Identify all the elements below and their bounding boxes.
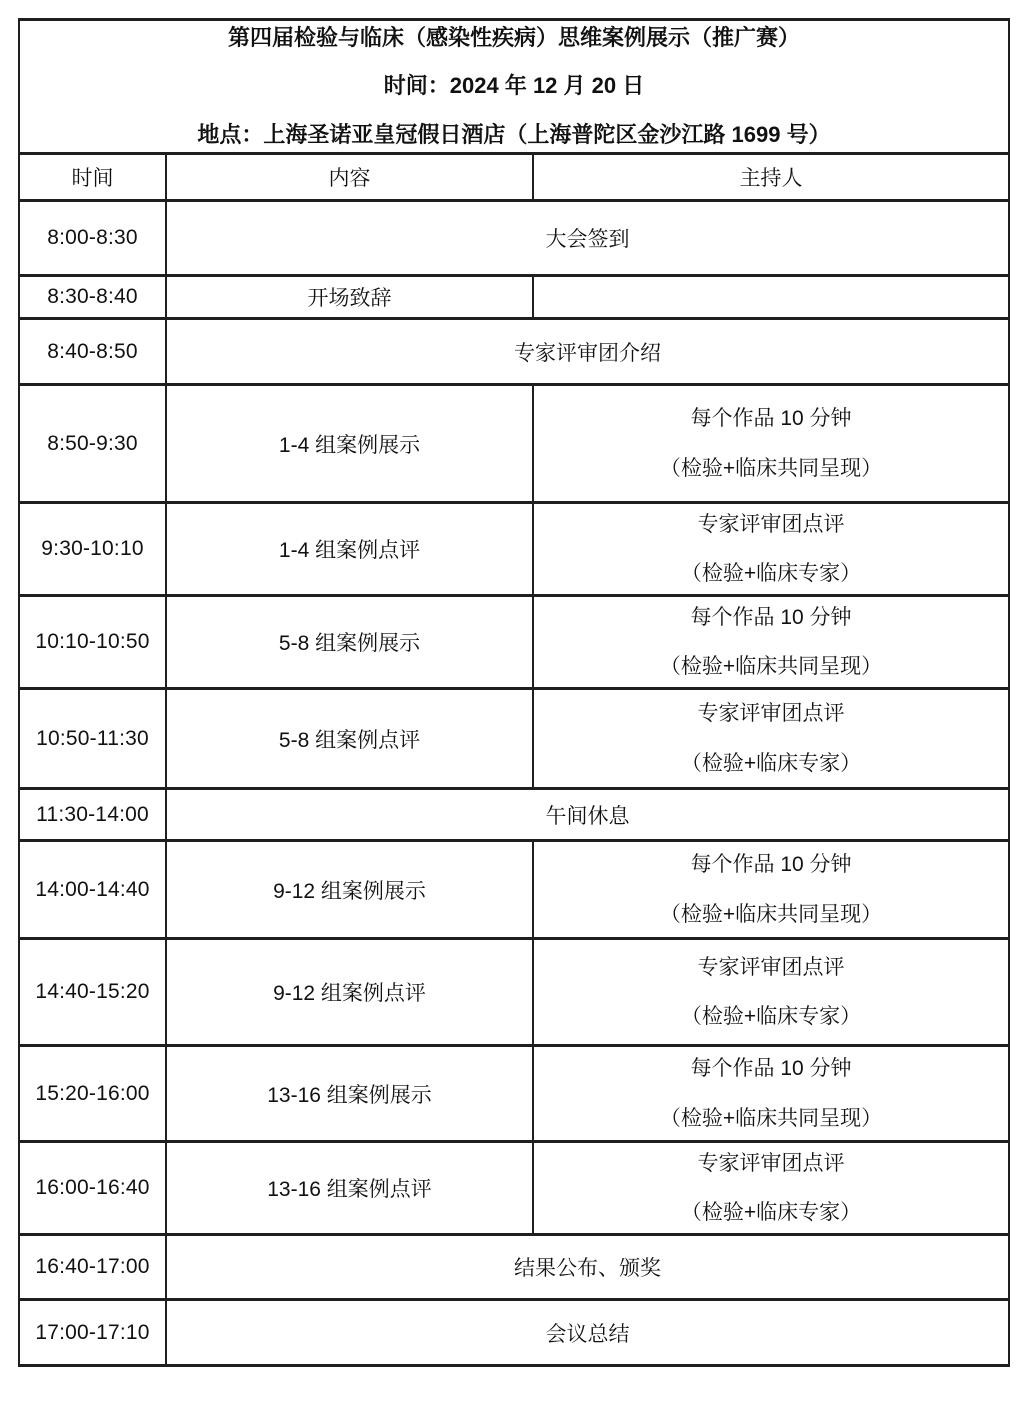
table-row <box>19 319 1009 385</box>
time-cell: 10:50-11:30 <box>19 689 166 789</box>
time-cell: 10:10-10:50 <box>19 596 166 689</box>
merged-cell: 结果公布、颁奖 <box>166 1235 1009 1300</box>
host-line-2: （检验+临床专家） <box>680 751 862 775</box>
time-cell: 8:30-8:40 <box>19 276 166 319</box>
host-line-2: （检验+临床专家） <box>680 562 862 585</box>
event-date: 时间：2024 年 12 月 20 日 <box>383 73 645 99</box>
col-header-host: 主持人 <box>533 154 1009 201</box>
merged-cell: 会议总结 <box>166 1300 1009 1366</box>
content-cell: 5-8 组案例展示 <box>166 596 533 689</box>
content-cell: 5-8 组案例点评 <box>166 689 533 789</box>
host-cell <box>533 1142 1009 1235</box>
time-cell: 15:20-16:00 <box>19 1046 166 1142</box>
table-row <box>19 841 1009 939</box>
table-row <box>19 789 1009 841</box>
content-cell: 13-16 组案例展示 <box>166 1046 533 1142</box>
table-row <box>19 1300 1009 1366</box>
host-line-1: 专家评审团点评 <box>697 512 845 536</box>
host-line-2: （检验+临床共同呈现） <box>659 655 883 678</box>
table-row <box>19 1235 1009 1300</box>
content-cell: 开场致辞 <box>166 276 533 319</box>
host-line-1: 每个作品 10 分钟 <box>690 407 852 431</box>
schedule-table <box>18 18 1010 1367</box>
table-row <box>19 1046 1009 1142</box>
merged-cell: 午间休息 <box>166 789 1009 841</box>
table-row <box>19 689 1009 789</box>
content-cell: 13-16 组案例点评 <box>166 1142 533 1235</box>
event-location: 地点：上海圣诺亚皇冠假日酒店（上海普陀区金沙江路 1699 号） <box>197 121 831 147</box>
host-line-2: （检验+临床共同呈现） <box>659 1106 883 1130</box>
col-header-time: 时间 <box>19 154 166 201</box>
host-cell <box>533 841 1009 939</box>
merged-cell: 大会签到 <box>166 201 1009 276</box>
host-line-1: 专家评审团点评 <box>697 1151 845 1175</box>
time-cell: 8:40-8:50 <box>19 319 166 385</box>
table-row <box>19 596 1009 689</box>
title-block-row <box>19 20 1009 154</box>
host-cell <box>533 1046 1009 1142</box>
content-cell: 9-12 组案例展示 <box>166 841 533 939</box>
header-row <box>19 154 1009 201</box>
host-line-2: （检验+临床共同呈现） <box>659 902 883 926</box>
time-cell: 11:30-14:00 <box>19 789 166 841</box>
time-cell: 8:00-8:30 <box>19 201 166 276</box>
table-row <box>19 939 1009 1046</box>
host-line-2: （检验+临床专家） <box>680 1005 862 1028</box>
host-cell <box>533 689 1009 789</box>
col-header-content: 内容 <box>166 154 533 201</box>
content-cell: 9-12 组案例点评 <box>166 939 533 1046</box>
time-cell: 9:30-10:10 <box>19 503 166 596</box>
host-line-1: 专家评审团点评 <box>697 955 845 979</box>
table-row <box>19 503 1009 596</box>
host-cell <box>533 503 1009 596</box>
table-row <box>19 201 1009 276</box>
content-cell: 1-4 组案例点评 <box>166 503 533 596</box>
table-row <box>19 1142 1009 1235</box>
table-row <box>19 276 1009 319</box>
time-cell: 14:00-14:40 <box>19 841 166 939</box>
host-cell <box>533 385 1009 503</box>
host-line-1: 每个作品 10 分钟 <box>690 605 852 629</box>
event-title: 第四届检验与临床（感染性疾病）思维案例展示（推广赛） <box>228 24 801 50</box>
merged-cell: 专家评审团介绍 <box>166 319 1009 385</box>
host-cell <box>533 939 1009 1046</box>
time-cell: 17:00-17:10 <box>19 1300 166 1366</box>
title-cell <box>19 20 1009 154</box>
host-line-2: （检验+临床共同呈现） <box>659 456 883 480</box>
host-cell <box>533 276 1009 319</box>
host-line-2: （检验+临床专家） <box>680 1201 862 1224</box>
host-line-1: 每个作品 10 分钟 <box>690 1057 852 1081</box>
time-cell: 16:40-17:00 <box>19 1235 166 1300</box>
table-row <box>19 385 1009 503</box>
time-cell: 16:00-16:40 <box>19 1142 166 1235</box>
time-cell: 8:50-9:30 <box>19 385 166 503</box>
content-cell: 1-4 组案例展示 <box>166 385 533 503</box>
host-line-1: 每个作品 10 分钟 <box>690 853 852 877</box>
time-cell: 14:40-15:20 <box>19 939 166 1046</box>
host-line-1: 专家评审团点评 <box>697 702 845 726</box>
host-cell <box>533 596 1009 689</box>
